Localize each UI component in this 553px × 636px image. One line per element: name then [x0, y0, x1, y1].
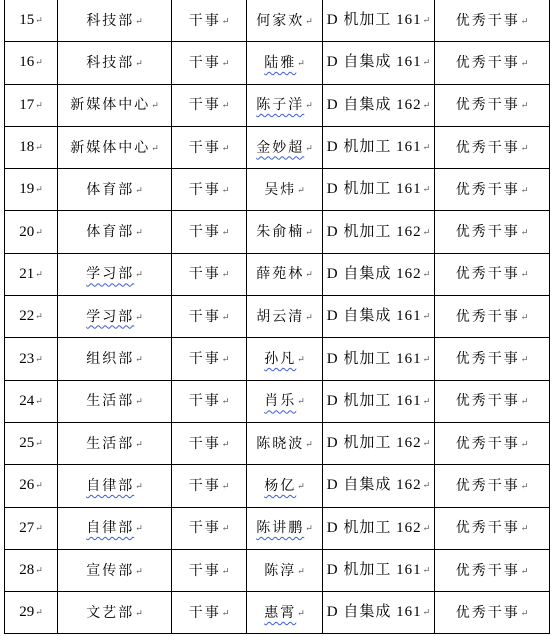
cell-name — [247, 507, 323, 549]
cell-role-text: 干事 — [188, 181, 221, 198]
cell-award — [435, 211, 550, 253]
cell-award — [435, 338, 550, 380]
table-row — [5, 253, 550, 295]
cell-role-text: 干事 — [188, 97, 221, 114]
paragraph-mark-icon: ↵ — [305, 439, 313, 450]
cell-role-text: 干事 — [188, 224, 221, 241]
cell-role — [172, 211, 247, 253]
paragraph-mark-icon: ↵ — [305, 143, 313, 154]
cell-award — [435, 296, 550, 338]
paragraph-mark-icon: ↵ — [135, 312, 143, 323]
paragraph-mark-icon: ↵ — [221, 355, 230, 366]
cell-number-text: 19 — [19, 181, 35, 198]
cell-role — [172, 422, 247, 464]
cell-department-text: 自律部 — [86, 477, 135, 494]
paragraph-mark-icon: ↵ — [221, 101, 230, 112]
cell-award — [435, 126, 550, 168]
cell-class-text: D 机加工 161 — [326, 392, 422, 409]
paragraph-mark-icon: ↵ — [35, 227, 43, 238]
cell-award-text: 优秀干事 — [455, 520, 520, 537]
paragraph-mark-icon: ↵ — [422, 269, 431, 280]
cell-number — [5, 507, 58, 549]
paragraph-mark-icon: ↵ — [35, 143, 43, 154]
table-row — [5, 338, 550, 380]
cell-class — [323, 465, 435, 507]
paragraph-mark-icon: ↵ — [520, 270, 529, 281]
paragraph-mark-icon: ↵ — [35, 312, 43, 323]
table-row — [5, 211, 550, 253]
paragraph-mark-icon: ↵ — [135, 481, 143, 492]
paragraph-mark-icon: ↵ — [422, 566, 431, 576]
cell-department — [58, 84, 172, 126]
paragraph-mark-icon: ↵ — [35, 523, 43, 534]
cell-department-text: 体育部 — [86, 224, 135, 241]
cell-role-text: 干事 — [188, 139, 221, 156]
cell-class-text: D 机加工 161 — [326, 562, 422, 578]
cell-number — [5, 296, 58, 338]
cell-award-text: 优秀干事 — [455, 54, 520, 71]
paragraph-mark-icon: ↵ — [221, 270, 230, 281]
paragraph-mark-icon: ↵ — [422, 396, 431, 407]
paragraph-mark-icon: ↵ — [35, 100, 43, 111]
cell-class-text: D 自集成 161 — [326, 54, 422, 71]
paragraph-mark-icon: ↵ — [297, 185, 305, 196]
cell-class-text: D 机加工 161 — [326, 350, 422, 367]
cell-award-text: 优秀干事 — [455, 351, 520, 368]
cell-number — [5, 126, 58, 168]
cell-name-text: 陈讲鹏 — [256, 520, 305, 537]
paragraph-mark-icon: ↵ — [305, 228, 313, 239]
paragraph-mark-icon: ↵ — [520, 355, 529, 366]
paragraph-mark-icon: ↵ — [297, 397, 305, 408]
table-row — [5, 42, 550, 84]
cell-role — [172, 42, 247, 84]
paragraph-mark-icon: ↵ — [520, 439, 529, 450]
cell-department-text: 宣传部 — [86, 562, 135, 579]
cell-class-text: D 自集成 162 — [326, 265, 422, 282]
paragraph-mark-icon: ↵ — [221, 143, 230, 154]
cell-award — [435, 42, 550, 84]
cell-name-text: 陈子洋 — [256, 97, 305, 114]
paragraph-mark-icon: ↵ — [520, 58, 529, 69]
paragraph-mark-icon: ↵ — [221, 481, 230, 492]
paragraph-mark-icon: ↵ — [221, 58, 230, 69]
cell-name — [247, 84, 323, 126]
cell-number-text: 23 — [19, 350, 35, 367]
cell-role — [172, 338, 247, 380]
cell-role — [172, 549, 247, 591]
paragraph-mark-icon: ↵ — [422, 439, 431, 450]
cell-department-text: 学习部 — [86, 308, 135, 325]
cell-department — [58, 296, 172, 338]
cell-department-text: 新媒体中心 — [70, 97, 151, 114]
table-row — [5, 465, 550, 507]
paragraph-mark-icon: ↵ — [221, 608, 230, 619]
cell-class — [323, 0, 435, 42]
paragraph-mark-icon: ↵ — [520, 566, 529, 577]
table-row — [5, 507, 550, 549]
cell-award — [435, 507, 550, 549]
paragraph-mark-icon: ↵ — [35, 608, 43, 619]
cell-class — [323, 380, 435, 422]
paragraph-mark-icon: ↵ — [297, 481, 305, 492]
cell-department — [58, 507, 172, 549]
cell-class — [323, 296, 435, 338]
paragraph-mark-icon: ↵ — [422, 481, 431, 492]
cell-number-text: 22 — [19, 308, 35, 325]
paragraph-mark-icon: ↵ — [135, 16, 143, 27]
cell-name — [247, 296, 323, 338]
cell-award-text: 优秀干事 — [455, 12, 520, 29]
cell-name — [247, 126, 323, 168]
paragraph-mark-icon: ↵ — [520, 228, 529, 239]
cell-class — [323, 169, 435, 211]
paragraph-mark-icon: ↵ — [135, 608, 143, 619]
cell-number — [5, 338, 58, 380]
paragraph-mark-icon: ↵ — [422, 312, 431, 323]
cell-number — [5, 253, 58, 295]
paragraph-mark-icon: ↵ — [297, 566, 305, 577]
cell-role — [172, 253, 247, 295]
paragraph-mark-icon: ↵ — [35, 185, 43, 196]
paragraph-mark-icon: ↵ — [35, 396, 43, 407]
cell-department — [58, 338, 172, 380]
paragraph-mark-icon: ↵ — [35, 566, 43, 576]
cell-role — [172, 507, 247, 549]
cell-role-text: 干事 — [188, 562, 221, 579]
cell-award-text: 优秀干事 — [455, 97, 520, 114]
cell-role-text: 干事 — [188, 393, 221, 410]
cell-number-text: 28 — [19, 562, 35, 578]
cell-name-text: 肖乐 — [264, 393, 297, 410]
cell-award — [435, 253, 550, 295]
cell-name-text: 陈淳 — [264, 562, 297, 579]
paragraph-mark-icon: ↵ — [35, 481, 43, 492]
cell-award-text: 优秀干事 — [455, 604, 520, 621]
cell-role-text: 干事 — [188, 266, 221, 283]
cell-role — [172, 126, 247, 168]
paragraph-mark-icon: ↵ — [221, 566, 230, 577]
cell-department — [58, 126, 172, 168]
paragraph-mark-icon: ↵ — [422, 143, 431, 154]
table-row — [5, 126, 550, 168]
cell-name — [247, 422, 323, 464]
paragraph-mark-icon: ↵ — [422, 100, 431, 111]
cell-name-text: 孙凡 — [264, 351, 297, 368]
cell-department-text: 生活部 — [86, 435, 135, 452]
cell-name-text: 陈晓波 — [256, 435, 305, 452]
cell-number — [5, 465, 58, 507]
paragraph-mark-icon: ↵ — [422, 354, 431, 365]
cell-department — [58, 380, 172, 422]
paragraph-mark-icon: ↵ — [422, 185, 431, 196]
cell-number-text: 21 — [19, 265, 35, 282]
cell-role-text: 干事 — [188, 308, 221, 325]
cell-class-text: D 机加工 162 — [326, 435, 422, 452]
paragraph-mark-icon: ↵ — [135, 439, 143, 450]
paragraph-mark-icon: ↵ — [520, 185, 529, 196]
cell-class-text: D 机加工 162 — [326, 223, 422, 240]
cell-class — [323, 338, 435, 380]
cell-class — [323, 211, 435, 253]
cell-award — [435, 465, 550, 507]
cell-award — [435, 0, 550, 42]
table-row — [5, 549, 550, 591]
table-row — [5, 0, 550, 42]
cell-class-text: D 机加工 162 — [326, 519, 422, 536]
cell-name-text: 吴炜 — [264, 181, 297, 198]
cell-name — [247, 380, 323, 422]
table-row — [5, 592, 550, 634]
cell-award-text: 优秀干事 — [455, 435, 520, 452]
cell-award — [435, 169, 550, 211]
paragraph-mark-icon: ↵ — [520, 524, 529, 535]
table-row — [5, 84, 550, 126]
paragraph-mark-icon: ↵ — [422, 523, 431, 534]
cell-number — [5, 211, 58, 253]
paragraph-mark-icon: ↵ — [135, 566, 143, 577]
cell-department-text: 文艺部 — [86, 604, 135, 621]
cell-name-text: 金妙超 — [256, 139, 305, 156]
cell-department-text: 科技部 — [86, 12, 135, 29]
cell-role — [172, 169, 247, 211]
cell-number-text: 17 — [19, 96, 35, 113]
cell-department — [58, 42, 172, 84]
award-table — [4, 0, 550, 634]
paragraph-mark-icon: ↵ — [305, 524, 313, 535]
cell-department-text: 生活部 — [86, 393, 135, 410]
cell-name-text: 何家欢 — [256, 12, 305, 29]
cell-number-text: 24 — [19, 392, 35, 409]
cell-award-text: 优秀干事 — [455, 139, 520, 156]
cell-class-text: D 自集成 161 — [326, 604, 422, 621]
paragraph-mark-icon: ↵ — [297, 58, 305, 69]
paragraph-mark-icon: ↵ — [35, 269, 43, 280]
paragraph-mark-icon: ↵ — [135, 524, 143, 535]
cell-role-text: 干事 — [188, 477, 221, 494]
cell-department — [58, 465, 172, 507]
cell-number-text: 18 — [19, 139, 35, 156]
cell-role-text: 干事 — [188, 54, 221, 71]
cell-role-text: 干事 — [188, 12, 221, 29]
cell-role-text: 干事 — [188, 435, 221, 452]
cell-role-text: 干事 — [188, 351, 221, 368]
paragraph-mark-icon: ↵ — [520, 397, 529, 408]
paragraph-mark-icon: ↵ — [135, 185, 143, 196]
cell-award-text: 优秀干事 — [455, 181, 520, 198]
cell-class — [323, 592, 435, 634]
paragraph-mark-icon: ↵ — [35, 58, 43, 69]
cell-class — [323, 42, 435, 84]
paragraph-mark-icon: ↵ — [35, 354, 43, 365]
cell-role — [172, 296, 247, 338]
paragraph-mark-icon: ↵ — [221, 524, 230, 535]
cell-department-text: 科技部 — [86, 54, 135, 71]
cell-class-text: D 机加工 161 — [326, 181, 422, 198]
table-row — [5, 169, 550, 211]
cell-award-text: 优秀干事 — [455, 308, 520, 325]
cell-number-text: 29 — [19, 604, 35, 621]
paragraph-mark-icon: ↵ — [520, 481, 529, 492]
cell-department — [58, 253, 172, 295]
cell-role — [172, 465, 247, 507]
cell-role — [172, 592, 247, 634]
cell-name — [247, 549, 323, 591]
cell-number — [5, 0, 58, 42]
paragraph-mark-icon: ↵ — [221, 397, 230, 408]
cell-name-text: 薛苑林 — [256, 266, 305, 283]
cell-name — [247, 42, 323, 84]
paragraph-mark-icon: ↵ — [422, 227, 431, 238]
cell-department — [58, 211, 172, 253]
cell-department — [58, 549, 172, 591]
cell-department-text: 体育部 — [86, 181, 135, 198]
cell-department — [58, 422, 172, 464]
cell-role — [172, 380, 247, 422]
cell-name-text: 陆雅 — [264, 54, 297, 71]
cell-award-text: 优秀干事 — [455, 266, 520, 283]
paragraph-mark-icon: ↵ — [422, 58, 431, 69]
cell-award-text: 优秀干事 — [455, 224, 520, 241]
cell-class — [323, 422, 435, 464]
paragraph-mark-icon: ↵ — [520, 16, 529, 27]
paragraph-mark-icon: ↵ — [135, 397, 143, 408]
paragraph-mark-icon: ↵ — [297, 608, 305, 619]
cell-role — [172, 0, 247, 42]
cell-number-text: 20 — [19, 223, 35, 240]
paragraph-mark-icon: ↵ — [221, 185, 230, 196]
cell-name-text: 朱俞楠 — [256, 224, 305, 241]
cell-class-text: D 自集成 162 — [326, 96, 422, 113]
paragraph-mark-icon: ↵ — [297, 355, 305, 366]
cell-number-text: 16 — [19, 54, 35, 71]
cell-name-text: 胡云清 — [256, 308, 305, 325]
cell-award — [435, 84, 550, 126]
cell-name — [247, 169, 323, 211]
paragraph-mark-icon: ↵ — [305, 312, 313, 323]
paragraph-mark-icon: ↵ — [520, 608, 529, 619]
cell-class-text: D 机加工 161 — [326, 139, 422, 156]
paragraph-mark-icon: ↵ — [221, 439, 230, 450]
cell-number — [5, 42, 58, 84]
cell-department-text: 学习部 — [86, 266, 135, 283]
cell-class-text: D 自集成 161 — [326, 308, 422, 325]
paragraph-mark-icon: ↵ — [35, 16, 43, 27]
cell-name-text: 惠霄 — [264, 604, 297, 621]
paragraph-mark-icon: ↵ — [422, 16, 431, 27]
cell-name — [247, 338, 323, 380]
cell-award — [435, 422, 550, 464]
paragraph-mark-icon: ↵ — [422, 608, 431, 619]
cell-name — [247, 0, 323, 42]
paragraph-mark-icon: ↵ — [151, 143, 159, 154]
award-table-body — [5, 0, 550, 634]
paragraph-mark-icon: ↵ — [135, 355, 143, 366]
table-row — [5, 422, 550, 464]
cell-award — [435, 549, 550, 591]
cell-role-text: 干事 — [188, 604, 221, 621]
paragraph-mark-icon: ↵ — [151, 101, 159, 112]
paragraph-mark-icon: ↵ — [135, 58, 143, 69]
paragraph-mark-icon: ↵ — [221, 16, 230, 27]
cell-number — [5, 380, 58, 422]
paragraph-mark-icon: ↵ — [305, 101, 313, 112]
paragraph-mark-icon: ↵ — [305, 16, 313, 27]
cell-award — [435, 380, 550, 422]
table-row — [5, 380, 550, 422]
cell-number-text: 27 — [19, 519, 35, 536]
cell-number-text: 25 — [19, 435, 35, 452]
paragraph-mark-icon: ↵ — [135, 228, 143, 239]
cell-number — [5, 592, 58, 634]
cell-name — [247, 592, 323, 634]
paragraph-mark-icon: ↵ — [135, 270, 143, 281]
cell-award-text: 优秀干事 — [455, 477, 520, 494]
paragraph-mark-icon: ↵ — [35, 439, 43, 450]
table-row — [5, 296, 550, 338]
cell-award-text: 优秀干事 — [455, 393, 520, 410]
cell-department-text: 组织部 — [86, 351, 135, 368]
paragraph-mark-icon: ↵ — [221, 312, 230, 323]
cell-class — [323, 84, 435, 126]
cell-class — [323, 549, 435, 591]
cell-class — [323, 253, 435, 295]
cell-number — [5, 549, 58, 591]
cell-number-text: 26 — [19, 477, 35, 494]
cell-role — [172, 84, 247, 126]
paragraph-mark-icon: ↵ — [520, 143, 529, 154]
cell-number — [5, 84, 58, 126]
cell-class-text: D 机加工 161 — [326, 12, 422, 29]
cell-role-text: 干事 — [188, 520, 221, 537]
cell-name — [247, 211, 323, 253]
cell-number-text: 15 — [19, 12, 35, 29]
cell-number — [5, 169, 58, 211]
cell-department — [58, 592, 172, 634]
cell-name-text: 杨亿 — [264, 477, 297, 494]
paragraph-mark-icon: ↵ — [305, 270, 313, 281]
cell-department-text: 自律部 — [86, 520, 135, 537]
cell-class — [323, 507, 435, 549]
cell-department — [58, 0, 172, 42]
cell-department — [58, 169, 172, 211]
cell-number — [5, 422, 58, 464]
cell-class — [323, 126, 435, 168]
cell-department-text: 新媒体中心 — [70, 139, 151, 156]
cell-name — [247, 253, 323, 295]
paragraph-mark-icon: ↵ — [221, 228, 230, 239]
paragraph-mark-icon: ↵ — [520, 312, 529, 323]
cell-class-text: D 自集成 162 — [326, 477, 422, 494]
cell-name — [247, 465, 323, 507]
cell-award — [435, 592, 550, 634]
cell-award-text: 优秀干事 — [455, 562, 520, 579]
paragraph-mark-icon: ↵ — [520, 101, 529, 112]
